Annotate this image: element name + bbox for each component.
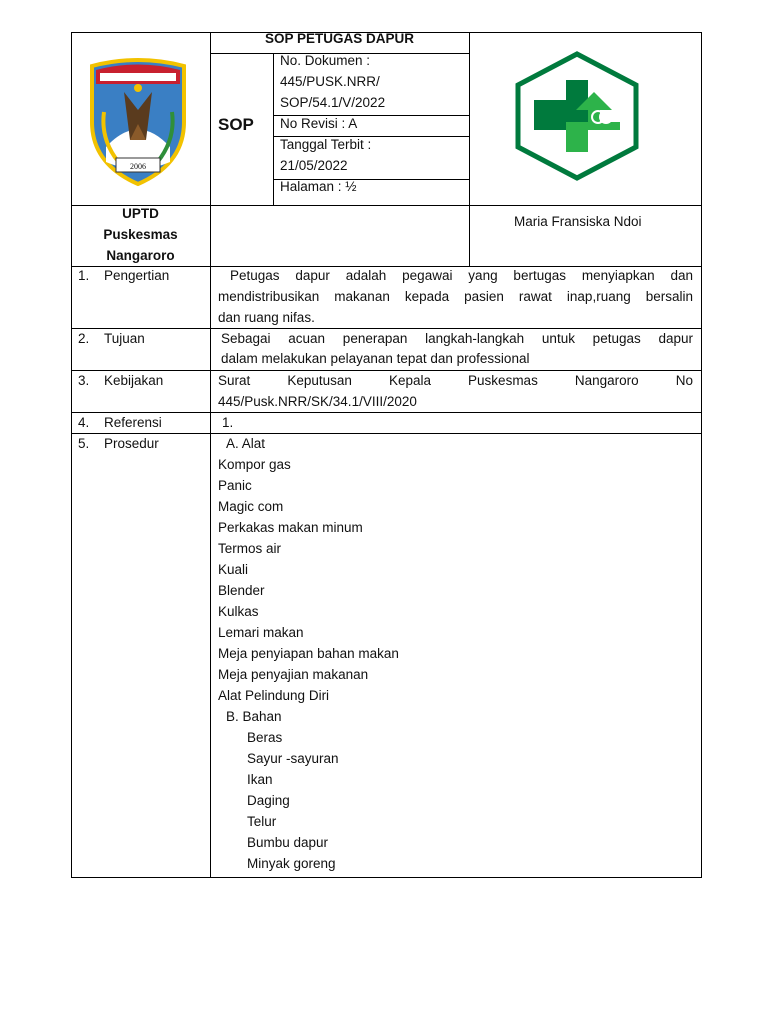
page-field: Halaman : ½ (280, 179, 357, 194)
bahan-item: Beras (247, 730, 283, 745)
org-name-line: UPTD (122, 206, 159, 221)
section-text-line: Sebagai acuan penerapan langkah-langkah untuk petugas dapur (221, 331, 693, 346)
alat-item: Blender (218, 583, 265, 598)
alat-item: Perkakas makan minum (218, 520, 363, 535)
alat-heading: A. Alat (226, 436, 266, 451)
alat-item: Kompor gas (218, 457, 291, 472)
bahan-heading: B. Bahan (226, 709, 282, 724)
alat-item: Kulkas (218, 604, 259, 619)
section-label: Tujuan (104, 331, 145, 346)
section-label: Pengertian (104, 268, 170, 283)
doc-number-label: No. Dokumen : (280, 53, 371, 68)
divider (469, 32, 470, 267)
section-text-line: mendistribusikan makanan kepada pasien rawat inap,ruang bersalin (218, 289, 693, 304)
section-number: 4. (78, 415, 90, 430)
issue-date-value: 21/05/2022 (280, 158, 348, 173)
puskesmas-logo (514, 51, 640, 181)
divider (71, 412, 702, 413)
section-number: 1. (78, 268, 90, 283)
section-text-line: Surat Keputusan Kepala Puskesmas Nangaroro No (218, 373, 693, 388)
alat-item: Alat Pelindung Diri (218, 688, 330, 703)
org-name-line: Nangaroro (106, 248, 175, 263)
sop-label: SOP (218, 115, 254, 134)
alat-item: Panic (218, 478, 252, 493)
section-text-line: 445/Pusk.NRR/SK/34.1/VIII/2020 (218, 394, 417, 409)
signer-name: Maria Fransiska Ndoi (514, 214, 642, 229)
doc-number-value: SOP/54.1/V/2022 (280, 95, 386, 110)
section-label: Prosedur (104, 436, 159, 451)
section-label: Referensi (104, 415, 162, 430)
org-name-line: Puskesmas (103, 227, 178, 242)
alat-item: Kuali (218, 562, 249, 577)
doc-number-value: 445/PUSK.NRR/ (280, 74, 380, 89)
divider (71, 433, 702, 434)
section-text-line: dalam melakukan pelayanan tepat dan professional (221, 351, 530, 366)
section-text-line: Petugas dapur adalah pegawai yang bertugas menyiapkan dan (230, 268, 693, 283)
section-number: 5. (78, 436, 90, 451)
alat-item: Meja penyiapan bahan makan (218, 646, 399, 661)
alat-item: Meja penyajian makanan (218, 667, 369, 682)
revision-field: No Revisi : A (280, 116, 358, 131)
section-label: Kebijakan (104, 373, 164, 388)
section-number: 3. (78, 373, 90, 388)
document-title: SOP PETUGAS DAPUR (264, 31, 415, 46)
bahan-item: Sayur -sayuran (247, 751, 339, 766)
alat-item: Magic com (218, 499, 284, 514)
bahan-item: Daging (247, 793, 290, 808)
divider (210, 32, 211, 878)
section-text-line: dan ruang nifas. (218, 310, 315, 325)
section-number: 2. (78, 331, 90, 346)
bahan-item: Ikan (247, 772, 273, 787)
bahan-item: Bumbu dapur (247, 835, 329, 850)
alat-item: Termos air (218, 541, 282, 556)
bahan-item: Telur (247, 814, 277, 829)
regional-emblem-logo (86, 52, 190, 188)
emblem-year-text: 2006 (130, 162, 146, 171)
alat-item: Lemari makan (218, 625, 304, 640)
bahan-item: Minyak goreng (247, 856, 336, 871)
section-text-line: 1. (222, 415, 234, 430)
issue-date-label: Tanggal Terbit : (280, 137, 372, 152)
divider (273, 53, 274, 205)
